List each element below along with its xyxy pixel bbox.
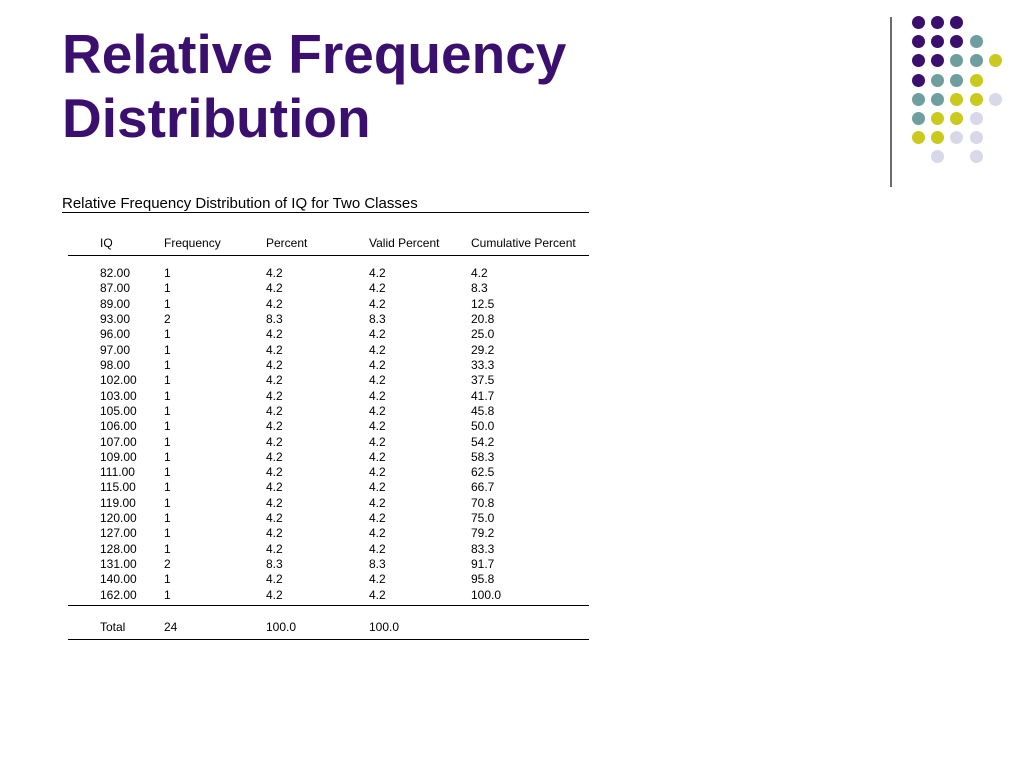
table-cell-percent: 4.2 [266,419,283,434]
decorative-dot [931,54,944,67]
table-cell-frequency: 1 [164,434,171,449]
table-cell-iq: 119.00 [100,495,136,510]
table-cell-cumulative-percent: 33.3 [471,357,495,372]
table-cell-frequency: 1 [164,342,171,357]
table-cell-frequency: 1 [164,296,171,311]
table-cell-valid-percent: 4.2 [369,526,386,541]
decorative-dot [970,35,983,48]
decorative-dot [912,16,925,29]
table-cell-cumulative-percent: 54.2 [471,434,495,449]
table-cell-percent: 4.2 [266,357,283,372]
table-cell-iq: 98.00 [100,357,131,372]
table-cell-cumulative-percent: 8.3 [471,281,488,296]
table-cell-cumulative-percent: 66.7 [471,480,495,495]
decorative-divider [890,17,892,187]
table-cell-frequency: 2 [164,557,171,572]
decorative-dot [970,54,983,67]
table-cell-percent: 4.2 [266,541,283,556]
decorative-dot [970,74,983,87]
table-cell-frequency: 1 [164,511,171,526]
table-cell-frequency: 1 [164,281,171,296]
table-cell-frequency: 2 [164,311,171,326]
decorative-dot [970,131,983,144]
table-cell-iq: 140.00 [100,572,137,587]
bottom-rule [68,639,589,640]
table-cell-percent: 4.2 [266,480,283,495]
decorative-dot [931,93,944,106]
table-cell-valid-percent: 4.2 [369,296,386,311]
table-cell-iq: 105.00 [100,403,137,418]
table-cell-cumulative-percent: 50.0 [471,419,495,434]
table-cell-cumulative-percent: 20.8 [471,311,495,326]
table-cell-iq: 111.00 [100,465,135,480]
table-cell-frequency: 1 [164,388,171,403]
table-cell-iq: 82.00 [100,266,131,280]
decorative-dot [931,16,944,29]
table-cell-cumulative-percent: 4.2 [471,266,488,280]
table-cell-valid-percent: 4.2 [369,541,386,556]
caption-underline [62,212,589,213]
decorative-dot [950,16,963,29]
table-cell-frequency: 1 [164,357,171,372]
table-cell-percent: 4.2 [266,572,283,587]
decorative-dot [912,131,925,144]
table-cell-valid-percent: 4.2 [369,266,386,280]
table-cell-frequency: 1 [164,495,171,510]
table-cell-valid-percent: 4.2 [369,373,386,388]
table-cell-frequency: 1 [164,419,171,434]
table-cell-iq: 102.00 [100,373,137,388]
table-cell-valid-percent: 4.2 [369,572,386,587]
table-cell-frequency: 1 [164,587,171,602]
table-cell-iq: 115.00 [100,480,136,495]
table-cell-valid-percent: 4.2 [369,495,386,510]
decorative-dot [912,112,925,125]
table-cell-frequency: 1 [164,526,171,541]
table-cell-cumulative-percent: 91.7 [471,557,495,572]
table-cell-valid-percent: 4.2 [369,465,386,480]
table-cell-percent: 4.2 [266,449,283,464]
total-cell-iq: Total [100,620,126,634]
table-cell-percent: 4.2 [266,266,283,280]
column-header-percent: Percent [266,236,308,250]
table-cell-percent: 4.2 [266,373,283,388]
table-cell-iq: 120.00 [100,511,137,526]
table-cell-iq: 131.00 [100,557,137,572]
column-header-valid-percent: Valid Percent [369,236,440,250]
table-cell-valid-percent: 4.2 [369,357,386,372]
slide-title-line-2: Distribution [62,87,371,149]
decorative-dot [950,112,963,125]
decorative-dot [912,54,925,67]
decorative-dot [931,35,944,48]
table-cell-cumulative-percent: 95.8 [471,572,495,587]
table-cell-valid-percent: 8.3 [369,311,386,326]
table-cell-cumulative-percent: 41.7 [471,388,495,403]
slide-title [62,22,566,150]
decorative-dot [950,131,963,144]
table-cell-percent: 4.2 [266,281,283,296]
table-cell-percent: 4.2 [266,526,283,541]
table-cell-frequency: 1 [164,403,171,418]
table-cell-cumulative-percent: 70.8 [471,495,495,510]
column-header-iq: IQ [100,236,113,250]
table-cell-frequency: 1 [164,327,171,342]
table-cell-frequency: 1 [164,572,171,587]
decorative-dot [931,150,944,163]
decorative-dot [950,74,963,87]
decorative-dot [931,131,944,144]
table-cell-percent: 4.2 [266,465,283,480]
header-rule [68,255,589,256]
table-cell-valid-percent: 4.2 [369,281,386,296]
table-cell-frequency: 1 [164,541,171,556]
column-header-cumulative-percent: Cumulative Percent [471,236,576,250]
slide-title-line-1: Relative Frequency [62,23,567,85]
table-cell-iq: 128.00 [100,541,137,556]
table-cell-iq: 162.00 [100,587,137,602]
table-cell-valid-percent: 4.2 [369,403,386,418]
decorative-dot [950,54,963,67]
table-cell-valid-percent: 4.2 [369,419,386,434]
decorative-dot [989,93,1002,106]
column-header-frequency: Frequency [164,236,221,250]
decorative-dot [912,35,925,48]
decorative-dot [970,150,983,163]
table-cell-iq: 87.00 [100,281,131,296]
table-cell-percent: 4.2 [266,587,283,602]
table-cell-frequency: 1 [164,449,171,464]
table-cell-frequency: 1 [164,465,171,480]
table-cell-percent: 4.2 [266,403,283,418]
table-cell-valid-percent: 4.2 [369,449,386,464]
table-cell-valid-percent: 8.3 [369,557,386,572]
table-cell-iq: 97.00 [100,342,131,357]
table-cell-iq: 106.00 [100,419,137,434]
table-cell-iq: 96.00 [100,327,131,342]
table-cell-frequency: 1 [164,373,171,388]
total-cell-frequency: 24 [164,620,178,634]
decorative-dot [989,54,1002,67]
table-cell-iq: 89.00 [100,296,131,311]
table-cell-cumulative-percent: 79.2 [471,526,495,541]
decorative-dot [912,74,925,87]
table-cell-percent: 8.3 [266,557,283,572]
table-cell-cumulative-percent: 45.8 [471,403,495,418]
total-cell-percent: 100.0 [266,620,297,634]
table-cell-iq: 103.00 [100,388,137,403]
table-cell-cumulative-percent: 75.0 [471,511,495,526]
decorative-dot [912,93,925,106]
table-cell-cumulative-percent: 62.5 [471,465,495,480]
table-cell-percent: 4.2 [266,434,283,449]
total-rule [68,605,589,606]
table-cell-iq: 93.00 [100,311,131,326]
table-cell-frequency: 1 [164,266,171,280]
table-cell-valid-percent: 4.2 [369,342,386,357]
decorative-dot [931,112,944,125]
table-cell-percent: 4.2 [266,511,283,526]
decorative-dot [950,35,963,48]
table-cell-cumulative-percent: 58.3 [471,449,495,464]
table-cell-cumulative-percent: 25.0 [471,327,495,342]
table-caption: Relative Frequency Distribution of IQ for Two Classes [62,195,418,212]
table-cell-percent: 4.2 [266,495,283,510]
table-cell-valid-percent: 4.2 [369,388,386,403]
table-cell-iq: 127.00 [100,526,137,541]
table-cell-valid-percent: 4.2 [369,434,386,449]
table-cell-valid-percent: 4.2 [369,511,386,526]
table-cell-percent: 4.2 [266,296,283,311]
total-cell-valid-percent: 100.0 [369,620,400,634]
table-cell-percent: 4.2 [266,388,283,403]
table-cell-cumulative-percent: 83.3 [471,541,495,556]
table-cell-valid-percent: 4.2 [369,587,386,602]
table-cell-cumulative-percent: 29.2 [471,342,495,357]
table-cell-iq: 107.00 [100,434,137,449]
decorative-dot [970,112,983,125]
table-cell-iq: 109.00 [100,449,137,464]
table-cell-valid-percent: 4.2 [369,480,386,495]
table-cell-percent: 4.2 [266,342,283,357]
decorative-dot [931,74,944,87]
decorative-dot [970,93,983,106]
table-cell-frequency: 1 [164,480,171,495]
table-cell-percent: 4.2 [266,327,283,342]
table-cell-percent: 8.3 [266,311,283,326]
table-cell-valid-percent: 4.2 [369,327,386,342]
table-cell-cumulative-percent: 12.5 [471,296,495,311]
table-cell-cumulative-percent: 37.5 [471,373,495,388]
decorative-dot [950,93,963,106]
table-cell-cumulative-percent: 100.0 [471,587,502,602]
